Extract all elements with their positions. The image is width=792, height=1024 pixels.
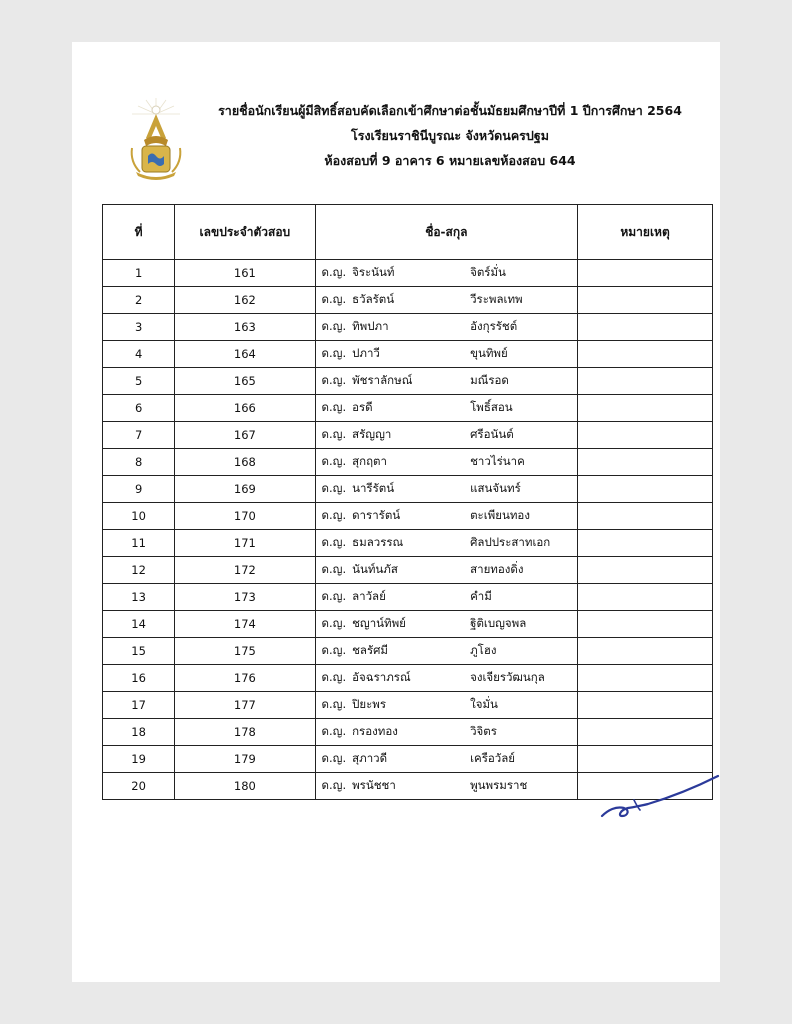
note-cell xyxy=(578,503,713,530)
last-name: ตะเพียนทอง xyxy=(470,508,530,522)
name-prefix: ด.ญ. xyxy=(321,670,347,684)
name-prefix: ด.ญ. xyxy=(321,427,347,441)
name-prefix: ด.ญ. xyxy=(321,616,347,630)
student-name-cell xyxy=(315,395,578,422)
name-prefix: ด.ญ. xyxy=(321,346,347,360)
name-prefix: ด.ญ. xyxy=(321,562,347,576)
table-row xyxy=(103,287,713,314)
note-cell xyxy=(578,449,713,476)
last-name: โพธิ์สอน xyxy=(470,400,513,414)
note-cell xyxy=(578,260,713,287)
last-name: ภูโฮง xyxy=(470,643,497,657)
name-prefix: ด.ญ. xyxy=(321,535,347,549)
note-cell xyxy=(578,368,713,395)
exam-room-info: ห้องสอบที่ 9 อาคาร 6 หมายเลขห้องสอบ 644 xyxy=(324,153,576,168)
first-name: ดารารัตน์ xyxy=(352,508,401,522)
table-row xyxy=(103,503,713,530)
table-row xyxy=(103,584,713,611)
exam-id-cell: 173 xyxy=(175,584,315,611)
table-row xyxy=(103,692,713,719)
name-prefix: ด.ญ. xyxy=(321,265,347,279)
name-prefix: ด.ญ. xyxy=(321,697,347,711)
name-prefix: ด.ญ. xyxy=(321,481,347,495)
last-name: ศรีอนันต์ xyxy=(470,427,514,441)
note-cell xyxy=(578,584,713,611)
note-cell xyxy=(578,719,713,746)
document-title: รายชื่อนักเรียนผู้มีสิทธิ์สอบคัดเลือกเข้าศึกษาต่อชั้นมัธยมศึกษาปีที่ 1 ปีการศึกษา 2564 xyxy=(218,103,682,118)
last-name: ใจมั่น xyxy=(470,697,498,711)
row-number: 2 xyxy=(103,287,175,314)
exam-id-cell: 171 xyxy=(175,530,315,557)
header-exam-id: เลขประจำตัวสอบ xyxy=(175,205,315,260)
name-prefix: ด.ญ. xyxy=(321,508,347,522)
first-name: ปภาวี xyxy=(352,346,380,360)
table-row xyxy=(103,638,713,665)
header-no: ที่ xyxy=(103,205,175,260)
student-name-cell xyxy=(315,449,578,476)
last-name: จิตร์มั่น xyxy=(470,265,506,279)
first-name: ธมลวรรณ xyxy=(352,535,404,549)
row-number: 12 xyxy=(103,557,175,584)
row-number: 11 xyxy=(103,530,175,557)
last-name: สายทองดิ่ง xyxy=(470,562,524,576)
name-prefix: ด.ญ. xyxy=(321,643,347,657)
last-name: อังกุรรัชต์ xyxy=(470,319,518,333)
last-name: พูนพรมราช xyxy=(470,778,528,792)
row-number: 10 xyxy=(103,503,175,530)
first-name: อัจฉราภรณ์ xyxy=(352,670,411,684)
table-row xyxy=(103,611,713,638)
student-name-cell xyxy=(315,287,578,314)
row-number: 7 xyxy=(103,422,175,449)
exam-id-cell: 167 xyxy=(175,422,315,449)
exam-id-cell: 168 xyxy=(175,449,315,476)
exam-id-cell: 162 xyxy=(175,287,315,314)
last-name: มณีรอด xyxy=(470,373,509,387)
note-cell xyxy=(578,611,713,638)
student-name-cell xyxy=(315,584,578,611)
last-name: วีระพลเทพ xyxy=(470,292,523,306)
name-prefix: ด.ญ. xyxy=(321,373,347,387)
first-name: สรัญญา xyxy=(352,427,392,441)
exam-id-cell: 170 xyxy=(175,503,315,530)
table-row xyxy=(103,314,713,341)
row-number: 3 xyxy=(103,314,175,341)
table-row xyxy=(103,395,713,422)
name-prefix: ด.ญ. xyxy=(321,454,347,468)
table-row xyxy=(103,557,713,584)
name-prefix: ด.ญ. xyxy=(321,292,347,306)
student-name-cell xyxy=(315,719,578,746)
student-name-cell xyxy=(315,638,578,665)
table-row xyxy=(103,260,713,287)
table-row xyxy=(103,422,713,449)
first-name: อรดี xyxy=(352,400,373,414)
student-name-cell xyxy=(315,530,578,557)
exam-id-cell: 180 xyxy=(175,773,315,800)
note-cell xyxy=(578,638,713,665)
note-cell xyxy=(578,665,713,692)
exam-id-cell: 179 xyxy=(175,746,315,773)
exam-id-cell: 176 xyxy=(175,665,315,692)
table-row xyxy=(103,530,713,557)
first-name: สุกฤตา xyxy=(352,454,387,468)
row-number: 14 xyxy=(103,611,175,638)
table-row xyxy=(103,476,713,503)
student-name-cell xyxy=(315,314,578,341)
table-header-row xyxy=(103,205,713,260)
row-number: 16 xyxy=(103,665,175,692)
row-number: 8 xyxy=(103,449,175,476)
first-name: ชลรัศมี xyxy=(352,643,389,657)
exam-id-cell: 174 xyxy=(175,611,315,638)
first-name: กรองทอง xyxy=(352,724,398,738)
note-cell xyxy=(578,476,713,503)
row-number: 6 xyxy=(103,395,175,422)
exam-id-cell: 177 xyxy=(175,692,315,719)
name-prefix: ด.ญ. xyxy=(321,589,347,603)
exam-id-cell: 166 xyxy=(175,395,315,422)
note-cell xyxy=(578,287,713,314)
name-prefix: ด.ญ. xyxy=(321,400,347,414)
first-name: พัชราลักษณ์ xyxy=(352,373,413,387)
row-number: 13 xyxy=(103,584,175,611)
document-header xyxy=(200,98,700,173)
header-name: ชื่อ-สกุล xyxy=(315,205,578,260)
row-number: 4 xyxy=(103,341,175,368)
exam-id-cell: 161 xyxy=(175,260,315,287)
first-name: ชญาน์ทิพย์ xyxy=(352,616,406,630)
row-number: 15 xyxy=(103,638,175,665)
first-name: ธวัลรัตน์ xyxy=(352,292,395,306)
last-name: วิจิตร xyxy=(470,724,497,738)
note-cell xyxy=(578,395,713,422)
last-name: แสนจันทร์ xyxy=(470,481,521,495)
student-name-cell xyxy=(315,746,578,773)
header-note: หมายเหตุ xyxy=(578,205,713,260)
note-cell xyxy=(578,746,713,773)
student-name-cell xyxy=(315,260,578,287)
exam-id-cell: 178 xyxy=(175,719,315,746)
row-number: 9 xyxy=(103,476,175,503)
exam-id-cell: 175 xyxy=(175,638,315,665)
row-number: 1 xyxy=(103,260,175,287)
table-row xyxy=(103,719,713,746)
note-cell xyxy=(578,692,713,719)
first-name: ปิยะพร xyxy=(352,697,387,711)
last-name: เครือวัลย์ xyxy=(470,751,516,765)
row-number: 5 xyxy=(103,368,175,395)
exam-id-cell: 172 xyxy=(175,557,315,584)
student-roster-table xyxy=(102,204,713,800)
table-body xyxy=(103,260,713,800)
student-name-cell xyxy=(315,503,578,530)
last-name: จงเจียรวัฒนกุล xyxy=(470,670,545,684)
name-prefix: ด.ญ. xyxy=(321,778,347,792)
row-number: 18 xyxy=(103,719,175,746)
student-name-cell xyxy=(315,476,578,503)
student-name-cell xyxy=(315,422,578,449)
first-name: ลาวัลย์ xyxy=(352,589,386,603)
table-row xyxy=(103,449,713,476)
first-name: นารีรัตน์ xyxy=(352,481,395,495)
first-name: สุภาวดี xyxy=(352,751,388,765)
exam-id-cell: 164 xyxy=(175,341,315,368)
table-row xyxy=(103,746,713,773)
table-row xyxy=(103,368,713,395)
note-cell xyxy=(578,557,713,584)
name-prefix: ด.ญ. xyxy=(321,751,347,765)
first-name: ทิพปภา xyxy=(352,319,389,333)
student-name-cell xyxy=(315,665,578,692)
exam-id-cell: 169 xyxy=(175,476,315,503)
student-name-cell xyxy=(315,692,578,719)
note-cell xyxy=(578,314,713,341)
student-name-cell xyxy=(315,557,578,584)
handwritten-signature xyxy=(598,770,722,822)
row-number: 17 xyxy=(103,692,175,719)
last-name: ฐิติเบญจพล xyxy=(470,616,527,630)
table-row xyxy=(103,341,713,368)
last-name: ขุนทิพย์ xyxy=(470,346,508,360)
first-name: พรนัชชา xyxy=(352,778,396,792)
school-name: โรงเรียนราชินีบูรณะ จังหวัดนครปฐม xyxy=(351,128,549,143)
student-name-cell xyxy=(315,341,578,368)
school-emblem-logo xyxy=(126,96,186,182)
first-name: จิระนันท์ xyxy=(352,265,395,279)
name-prefix: ด.ญ. xyxy=(321,724,347,738)
student-name-cell xyxy=(315,611,578,638)
note-cell xyxy=(578,530,713,557)
student-name-cell xyxy=(315,773,578,800)
row-number: 19 xyxy=(103,746,175,773)
last-name: ศิลปประสาทเอก xyxy=(470,535,551,549)
student-name-cell xyxy=(315,368,578,395)
first-name: นันท์นภัส xyxy=(352,562,398,576)
name-prefix: ด.ญ. xyxy=(321,319,347,333)
last-name: ชาวไร่นาค xyxy=(470,454,525,468)
exam-id-cell: 163 xyxy=(175,314,315,341)
table-row xyxy=(103,665,713,692)
note-cell xyxy=(578,341,713,368)
note-cell xyxy=(578,422,713,449)
row-number: 20 xyxy=(103,773,175,800)
exam-id-cell: 165 xyxy=(175,368,315,395)
last-name: คำมี xyxy=(470,589,492,603)
